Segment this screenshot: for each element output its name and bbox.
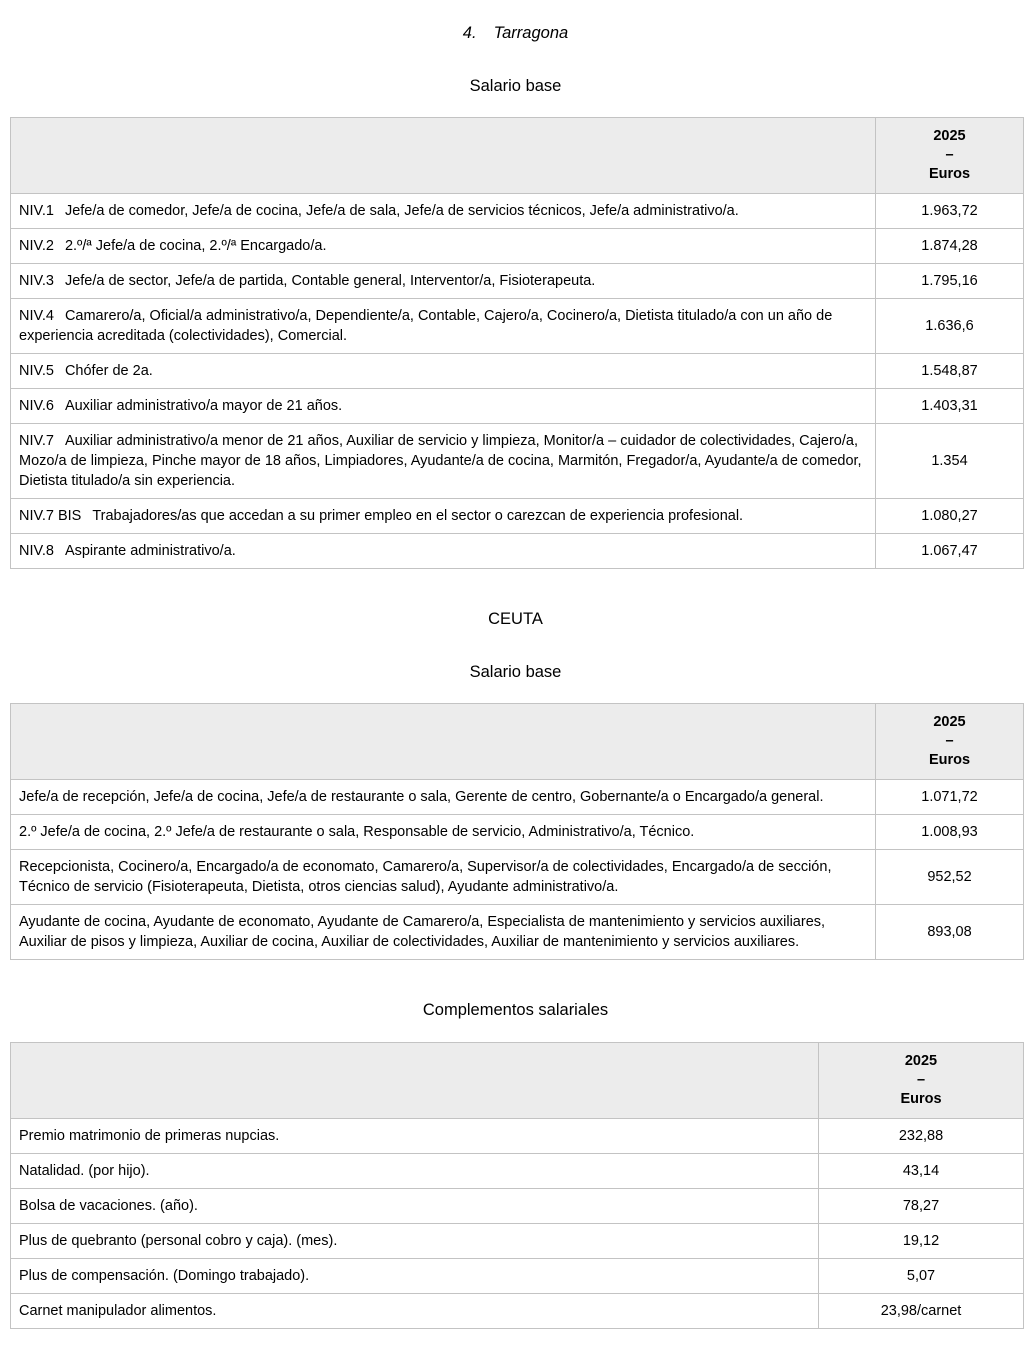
row-value: 232,88 (819, 1119, 1024, 1154)
header-dash: – (916, 1072, 926, 1088)
row-description (11, 389, 876, 424)
table-row (11, 389, 1024, 424)
row-text: Camarero/a, Oficial/a administrativo/a, Dependiente/a, Contable, Cajero/a, Cocinero/a, Dietista titulado/a con un año de experiencia acreditada (colectividades), Comercial. (19, 308, 833, 344)
heading-salario-base-ceuta: Salario base (469, 663, 562, 681)
row-description (11, 299, 876, 354)
row-value: 1.354 (876, 424, 1024, 499)
row-description: Natalidad. (por hijo). (11, 1154, 819, 1189)
row-level: NIV.8 (19, 543, 54, 559)
year-header-cell (876, 118, 1024, 194)
row-value: 23,98/carnet (819, 1294, 1024, 1329)
header-dash: – (945, 147, 954, 163)
row-value: 1.071,72 (876, 780, 1024, 815)
header-year: 2025 (904, 1053, 938, 1069)
row-description (11, 499, 876, 534)
row-text: Auxiliar administrativo/a menor de 21 años, Auxiliar de servicio y limpieza, Monitor/a – cuidador de colectividades, Cajero/a, Mozo/a de limpieza, Pinche mayor de 18 años, Limpiadores, Ayudante/a de cocina, Marmitón, Fregador/a, Ayudante/a de comedor, Dietista titulado/a sin experiencia. (19, 433, 862, 489)
row-description: Plus de compensación. (Domingo trabajado). (11, 1259, 819, 1294)
row-description: Premio matrimonio de primeras nupcias. (11, 1119, 819, 1154)
row-description (11, 229, 876, 264)
table-row (11, 1224, 1024, 1259)
row-value: 952,52 (876, 850, 1024, 905)
section-number: 4. (462, 24, 477, 42)
row-description (11, 354, 876, 389)
row-value: 1.008,93 (876, 815, 1024, 850)
year-header-cell (876, 704, 1024, 780)
row-description: Plus de quebranto (personal cobro y caja). (mes). (11, 1224, 819, 1259)
table-row (11, 299, 1024, 354)
row-value: 1.874,28 (876, 229, 1024, 264)
table-row (11, 1259, 1024, 1294)
row-value: 1.963,72 (876, 194, 1024, 229)
header-unit: Euros (928, 752, 971, 768)
table-row (11, 1294, 1024, 1329)
table-header-row (11, 1043, 1024, 1119)
section-title (0, 24, 1031, 43)
table-row (11, 815, 1024, 850)
row-level: NIV.2 (19, 238, 54, 254)
table-row (11, 229, 1024, 264)
row-description (11, 424, 876, 499)
row-level: NIV.7 BIS (19, 508, 82, 524)
row-value: 5,07 (819, 1259, 1024, 1294)
table-header-row (11, 118, 1024, 194)
heading-complementos-salariales: Complementos salariales (422, 1001, 609, 1019)
row-text: Jefe/a de sector, Jefe/a de partida, Contable general, Interventor/a, Fisioterapeuta. (64, 273, 596, 289)
heading-ceuta: CEUTA (488, 610, 543, 628)
row-description: Jefe/a de recepción, Jefe/a de cocina, Jefe/a de restaurante o sala, Gerente de centro, Gobernante/a o Encargado/a general. (11, 780, 876, 815)
row-level: NIV.7 (19, 433, 54, 449)
table-row (11, 905, 1024, 960)
row-level: NIV.5 (19, 363, 54, 379)
empty-header-cell (11, 704, 876, 780)
table-row (11, 850, 1024, 905)
salary-table-tarragona (10, 117, 1024, 569)
row-value: 78,27 (819, 1189, 1024, 1224)
header-year: 2025 (933, 714, 966, 730)
table-row (11, 499, 1024, 534)
row-text: Trabajadores/as que accedan a su primer empleo en el sector o carezcan de experiencia profesional. (92, 508, 744, 524)
row-value: 43,14 (819, 1154, 1024, 1189)
table-row (11, 780, 1024, 815)
row-description: Bolsa de vacaciones. (año). (11, 1189, 819, 1224)
salary-table-ceuta (10, 703, 1024, 960)
row-text: 2.º/ª Jefe/a de cocina, 2.º/ª Encargado/a. (64, 238, 327, 254)
row-description (11, 194, 876, 229)
header-unit: Euros (900, 1091, 942, 1107)
row-value: 1.080,27 (876, 499, 1024, 534)
row-text: Aspirante administrativo/a. (64, 543, 236, 559)
row-value: 1.548,87 (876, 354, 1024, 389)
header-unit: Euros (928, 166, 971, 182)
section-name: Tarragona (493, 24, 569, 42)
row-value: 1.067,47 (876, 534, 1024, 569)
table-row (11, 1189, 1024, 1224)
row-value: 1.636,6 (876, 299, 1024, 354)
empty-header-cell (11, 118, 876, 194)
row-level: NIV.1 (19, 203, 54, 219)
heading-salario-base-tarragona: Salario base (469, 77, 562, 95)
row-text: Auxiliar administrativo/a mayor de 21 años. (64, 398, 343, 414)
table-row (11, 264, 1024, 299)
complements-table (10, 1042, 1024, 1329)
row-value: 1.403,31 (876, 389, 1024, 424)
row-level: NIV.4 (19, 308, 54, 324)
row-text: Chófer de 2a. (64, 363, 153, 379)
header-year: 2025 (933, 128, 966, 144)
table-row (11, 534, 1024, 569)
empty-header-cell (11, 1043, 819, 1119)
table-row (11, 1119, 1024, 1154)
row-level: NIV.6 (19, 398, 54, 414)
row-value: 1.795,16 (876, 264, 1024, 299)
table-header-row (11, 704, 1024, 780)
row-description: Ayudante de cocina, Ayudante de economato, Ayudante de Camarero/a, Especialista de mantenimiento y servicios auxiliares, Auxiliar de pisos y limpieza, Auxiliar de cocina, Auxiliar de colectividades, Auxiliar de mantenimiento y servicios auxiliares. (11, 905, 876, 960)
year-header-cell (819, 1043, 1024, 1119)
header-dash: – (945, 733, 954, 749)
table-row (11, 354, 1024, 389)
row-description: Recepcionista, Cocinero/a, Encargado/a de economato, Camarero/a, Supervisor/a de colectividades, Encargado/a de sección, Técnico de servicio (Fisioterapeuta, Dietista, otros ciencias salud), Ayudante administrativo/a. (11, 850, 876, 905)
table-row (11, 1154, 1024, 1189)
row-description: 2.º Jefe/a de cocina, 2.º Jefe/a de restaurante o sala, Responsable de servicio, Administrativo/a, Técnico. (11, 815, 876, 850)
row-level: NIV.3 (19, 273, 54, 289)
table-row (11, 194, 1024, 229)
row-description (11, 264, 876, 299)
row-text: Jefe/a de comedor, Jefe/a de cocina, Jefe/a de sala, Jefe/a de servicios técnicos, Jefe/a administrativo/a. (64, 203, 739, 219)
row-description (11, 534, 876, 569)
row-description: Carnet manipulador alimentos. (11, 1294, 819, 1329)
row-value: 19,12 (819, 1224, 1024, 1259)
table-row (11, 424, 1024, 499)
row-value: 893,08 (876, 905, 1024, 960)
